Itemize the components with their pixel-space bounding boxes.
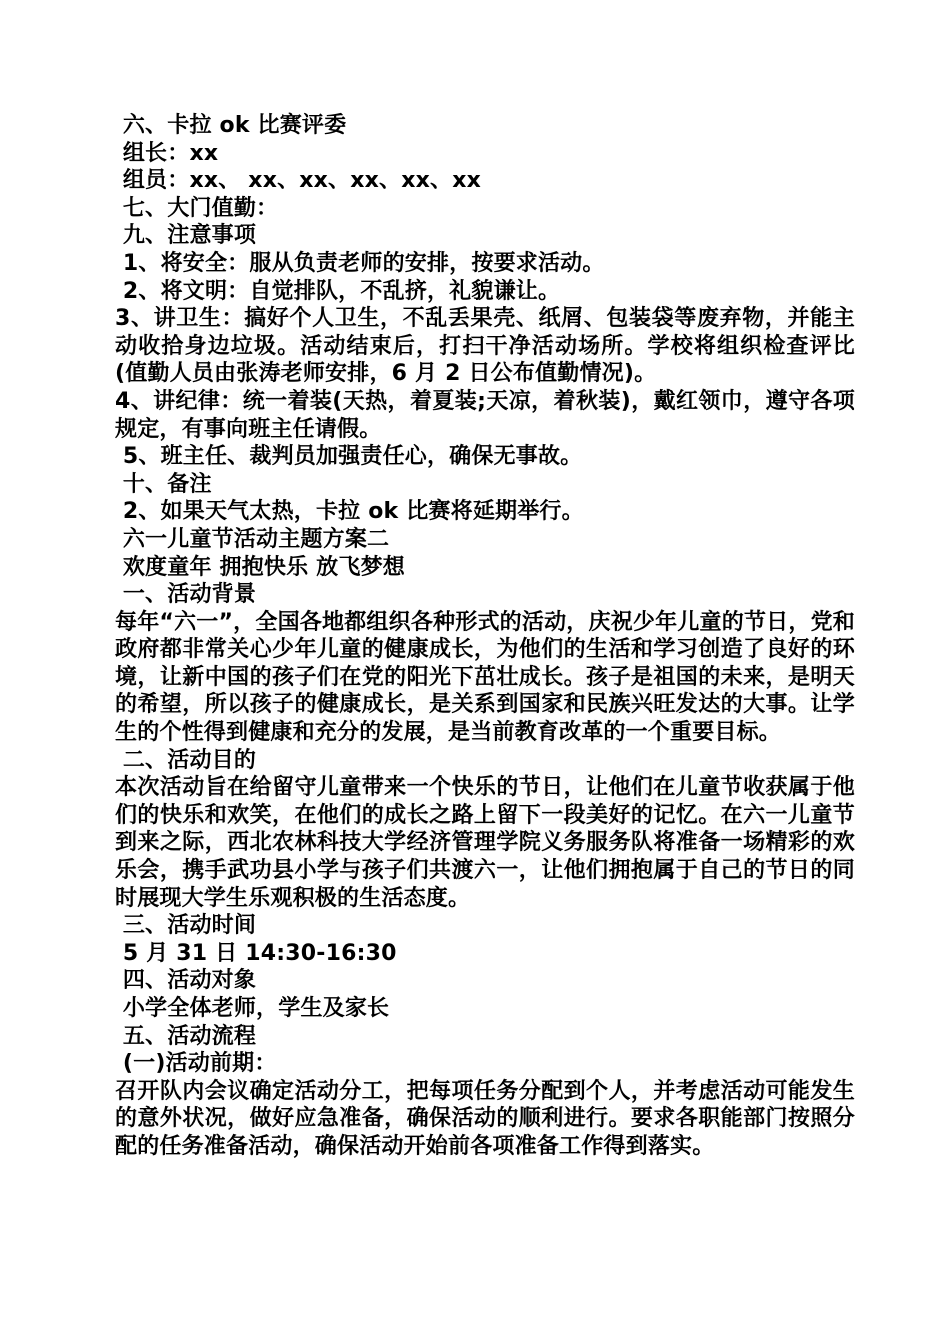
heading-time: 三、活动时间 <box>115 913 257 939</box>
note-hygiene: 3、讲卫生：搞好个人卫生，不乱丢果壳、纸屑、包装袋等废弃物，并能主动收拾身边垃圾。活动结束后，打扫干净活动场所。学校将组织检查评比(值勤人员由张涛老师安排，6 月 2 日公布值勤情况)。 <box>115 306 855 387</box>
heading-audience: 四、活动对象 <box>115 968 257 994</box>
plan-two-title: 六一儿童节活动主题方案二 <box>115 526 390 552</box>
para-background: 每年“六一”，全国各地都组织各种形式的活动，庆祝少年儿童的节日，党和政府都非常关心少年儿童的健康成长，为他们的生活和学习创造了良好的环境，让新中国的孩子们在党的阳光下茁壮成长。孩子是祖国的未来，是明天的希望，所以孩子的健康成长，是关系到国家和民族兴旺发达的大事。让学生的个性得到健康和充分的发展，是当前教育改革的一个重要目标。 <box>115 609 855 746</box>
activity-audience: 小学全体老师，学生及家长 <box>115 996 390 1021</box>
heading-remarks: 十、备注 <box>115 471 212 497</box>
activity-time: 5 月 31 日 14:30-16:30 <box>115 940 397 966</box>
plan-two-slogan: 欢度童年 拥抱快乐 放飞梦想 <box>115 554 405 580</box>
document-body <box>115 112 855 1161</box>
para-purpose: 本次活动旨在给留守儿童带来一个快乐的节日，让他们在儿童节收获属于他们的快乐和欢笑，在他们的成长之路上留下一段美好的记忆。在六一儿童节到来之际，西北农林科技大学经济管理学院义务服务队将准备一场精彩的欢乐会，携手武功县小学与孩子们共渡六一，让他们拥抱属于自己的节日的同时展现大学生乐观积极的生活态度。 <box>115 775 855 911</box>
note-responsibility: 5、班主任、裁判员加强责任心，确保无事故。 <box>115 444 583 470</box>
note-safety: 1、将安全：服从负责老师的安排，按要求活动。 <box>115 250 605 276</box>
remark-weather: 2、如果天气太热，卡拉 ok 比赛将延期举行。 <box>115 499 584 525</box>
heading-process: 五、活动流程 <box>115 1023 257 1049</box>
judges-members: 组员：xx、 xx、xx、xx、xx、xx <box>115 168 482 194</box>
heading-early-stage: (一)活动前期： <box>115 1051 277 1077</box>
heading-purpose: 二、活动目的 <box>115 747 257 773</box>
para-early-stage: 召开队内会议确定活动分工，把每项任务分配到个人，并考虑活动可能发生的意外状况，做好应急准备，确保活动的顺利进行。要求各职能部门按照分配的任务准备活动，确保活动开始前各项准备工作得到落实。 <box>115 1078 855 1159</box>
note-civility: 2、将文明：自觉排队，不乱挤，礼貌谦让。 <box>115 278 561 304</box>
note-discipline: 4、讲纪律：统一着装(天热，着夏装;天凉，着秋装)，戴红领巾，遵守各项规定，有事向班主任请假。 <box>115 388 855 442</box>
heading-gate-duty: 七、大门值勤： <box>115 195 279 221</box>
heading-background: 一、活动背景 <box>115 582 257 608</box>
heading-karaoke-judges: 六、卡拉 ok 比赛评委 <box>115 113 347 138</box>
heading-notes: 九、注意事项 <box>115 223 257 249</box>
judges-leader: 组长：xx <box>115 140 219 166</box>
